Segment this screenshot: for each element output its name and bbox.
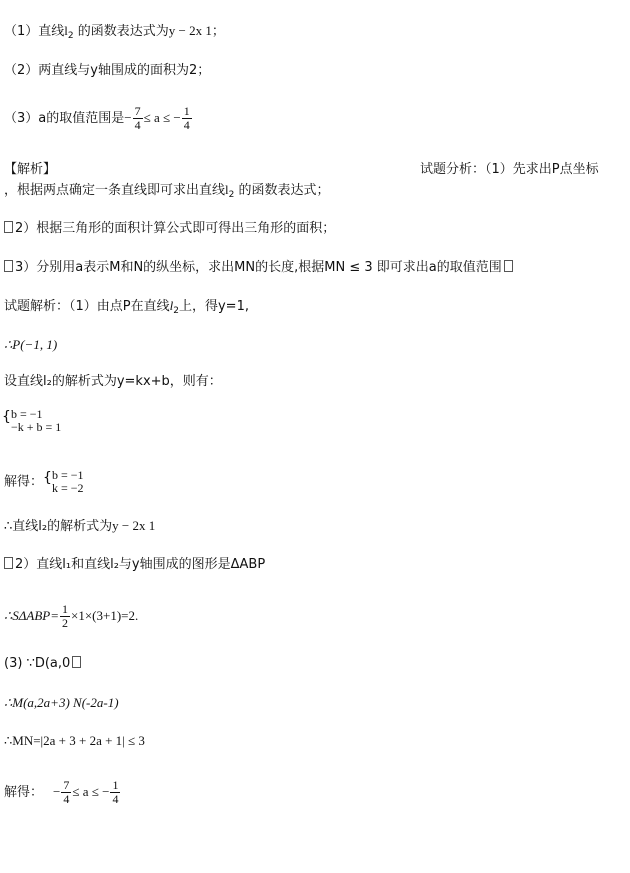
solution-line-8: (3) ∵D(a,0	[4, 656, 83, 672]
solution-line-4: 解得： { b = −1 k = −2	[4, 468, 84, 495]
solution-line-3: 设直线l₂的解析式为y=kx+b，则有：	[4, 374, 222, 389]
analysis-header: 【解析】	[4, 162, 57, 177]
solution-line-11: 解得： − $\frac{7}{4}$ ≤ a ≤ − $\frac{1}{4}$	[4, 778, 119, 806]
fraction: $\frac{1}{2}$	[62, 602, 68, 630]
analysis-line-3: 3）分别用a表示M和N的纵坐标，求出MN的长度,根据MN ≤ 3 即可求出a的取值范围	[2, 260, 515, 276]
analysis-intro: 试题分析：（1）先求出P点坐标	[420, 162, 599, 177]
analysis-line-1: ，根据两点确定一条直线即可求出直线$l_2$ 的函数表达式；	[4, 182, 330, 200]
missing-glyph-icon	[4, 557, 13, 569]
missing-glyph-icon	[4, 221, 13, 233]
equation-system-1: { b = −1 −k + b = 1	[2, 407, 62, 434]
solution-line-1: 试题解析：（1）由点P在直线$l_2$上，得y=1,	[4, 298, 249, 316]
answer-3: （3）a的取值范围是− $\frac{7}{4}$ ≤ a ≤ − $\frac{1}{4}$	[4, 104, 190, 132]
solution-line-5: ∴直线l₂的解析式为y − 2x 1	[4, 518, 156, 534]
fraction: $\frac{1}{4}$	[112, 778, 119, 806]
solution-line-7: ∴SΔABP= $\frac{1}{2}$ ×1×(3+1)=2.	[4, 602, 139, 630]
solution-line-6: 2）直线l₁和直线l₂与y轴围成的图形是ΔABP	[2, 557, 265, 573]
answer-1: （1）直线$l_2$ 的函数表达式为y − 2x 1；	[4, 23, 225, 41]
fraction: $\frac{1}{4}$	[183, 104, 190, 132]
fraction: $\frac{7}{4}$	[63, 778, 70, 806]
solution-line-2: ∴P(−1, 1)	[4, 337, 58, 352]
solution-line-10: ∴MN=|2a + 3 + 2a + 1| ≤ 3	[4, 733, 145, 748]
solution-line-9: ∴M(a,2a+3) N(-2a-1)	[4, 695, 119, 710]
missing-glyph-icon	[4, 260, 13, 272]
missing-glyph-icon	[504, 260, 513, 272]
analysis-line-2: 2）根据三角形的面积计算公式即可得出三角形的面积；	[2, 221, 335, 237]
fraction: $\frac{7}{4}$	[134, 104, 141, 132]
answer-2: （2）两直线与y轴围成的面积为2；	[4, 63, 211, 78]
missing-glyph-icon	[72, 656, 81, 668]
